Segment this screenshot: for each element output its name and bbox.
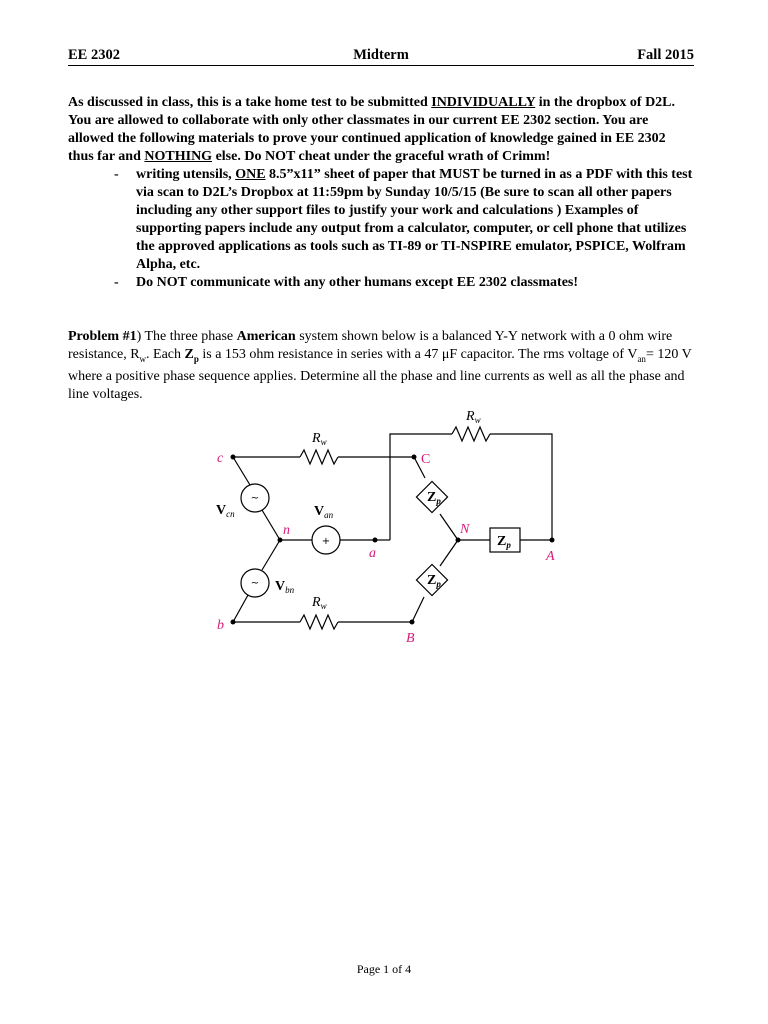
node-label-b: b — [217, 618, 224, 633]
problem-subscript: an — [637, 353, 646, 364]
page-footer: Page 1 of 4 — [356, 962, 412, 976]
problem-statement — [68, 328, 694, 404]
wire — [412, 597, 424, 622]
bullet-emph-one: ONE — [235, 167, 266, 182]
label-rw-top: $R_w$ — [312, 431, 327, 447]
label-rw-right: $R_w$ — [466, 409, 481, 425]
intro-emph-nothing: NOTHING — [144, 149, 213, 164]
ac-symbol: ~ — [250, 578, 260, 589]
problem-text: = 120 V where a positive phase sequence applies. Determine all the phase and line currents as well as all the phase and line voltages. — [68, 347, 692, 402]
wire — [233, 457, 250, 485]
resistor-rw-top — [300, 450, 338, 464]
node-dot — [373, 538, 378, 543]
bullet-text: writing utensils, — [136, 167, 236, 182]
problem-text: . Each — [146, 347, 185, 362]
node-label-a: a — [369, 546, 376, 561]
term: Fall 2015 — [637, 47, 694, 63]
node-dot — [410, 620, 415, 625]
resistor-rw-right — [452, 427, 490, 441]
bullet-text: 8.5”x11” sheet of paper that MUST be turned in as a PDF with this test via scan to D2L’s Dropbox at 11:59pm by Sunday 10/5/15 (Be sure to scan all other papers including any other support files to justify your work and calculations ) Examples of supporting papers include any output from a calculator, computer, or cell phone that utilizes the approved applications as tools such as TI-89 or TI-NSPIRE emulator, PSPICE, Wolfram Alpha, etc. — [136, 167, 693, 272]
label-vbn: $V_{bn}$ — [275, 579, 295, 595]
wire — [262, 540, 280, 570]
problem-emph-american: American — [236, 329, 296, 344]
node-dot — [278, 538, 283, 543]
label-vcn: $V_{cn}$ — [216, 503, 235, 519]
node-label-N: N — [460, 522, 470, 537]
problem-text: is a 153 ohm resistance in series with a 47 μF capacitor. The rms voltage of V — [198, 347, 638, 362]
wire — [390, 434, 452, 540]
allowed-materials-list — [68, 166, 694, 292]
problem-paren: ) — [136, 329, 142, 344]
label-rw-bottom: $R_w$ — [312, 595, 327, 611]
wire — [262, 510, 280, 540]
resistor-rw-bottom — [300, 615, 338, 629]
list-item — [68, 166, 694, 274]
node-label-C: C — [421, 452, 431, 467]
wire — [440, 540, 458, 566]
course-code: EE 2302 — [68, 47, 120, 63]
problem-zp: Z — [184, 347, 194, 362]
node-label-n: n — [283, 523, 290, 538]
problem-subscript: p — [193, 353, 199, 364]
problem-subscript: w — [139, 353, 147, 364]
node-label-B: B — [406, 631, 415, 646]
wire — [490, 434, 552, 540]
intro-text-3: else. Do NOT cheat under the graceful wrath of Crimm! — [212, 149, 551, 164]
intro-text-2: in the dropbox of D2L. You are allowed to collaborate with only other classmates in our current EE 2302 section. You are allowed the following materials to prove your continued application of knowledge gained in EE 2302 thus far and — [68, 95, 676, 164]
exam-title: Midterm — [353, 47, 409, 63]
problem-text: The three phase — [141, 329, 237, 344]
intro-emph-individually: INDIVIDUALLY — [431, 95, 536, 110]
node-dot — [456, 538, 461, 543]
wire — [233, 595, 248, 622]
node-dot — [550, 538, 555, 543]
label-zp-right: $Z_p$ — [497, 534, 511, 550]
wire — [440, 514, 458, 540]
intro-text-1: As discussed in class, this is a take home test to be submitted — [68, 95, 432, 110]
page-header — [68, 47, 694, 66]
instructions — [68, 94, 694, 292]
problem-text: system shown below is a balanced Y-Y network with a 0 ohm wire resistance, R — [68, 329, 673, 362]
node-label-c: c — [217, 451, 224, 466]
ac-symbol: + — [321, 536, 331, 547]
bullet-text: Do NOT communicate with any other humans except EE 2302 classmates! — [136, 275, 579, 290]
label-zp-top: $Z_p$ — [427, 490, 441, 506]
instructions-paragraph — [68, 94, 694, 166]
problem-label: Problem #1 — [68, 329, 137, 344]
node-label-A: A — [546, 549, 555, 564]
node-dot — [231, 455, 236, 460]
node-dot — [412, 455, 417, 460]
list-item — [68, 274, 694, 292]
bullet-dash: - — [114, 275, 119, 290]
node-dot — [231, 620, 236, 625]
label-zp-bottom: $Z_p$ — [427, 573, 441, 589]
problem-1 — [68, 328, 694, 404]
circuit-diagram — [200, 400, 580, 650]
label-van: $V_{an}$ — [314, 504, 334, 520]
bullet-dash: - — [114, 167, 119, 182]
ac-symbol: ~ — [250, 493, 260, 504]
